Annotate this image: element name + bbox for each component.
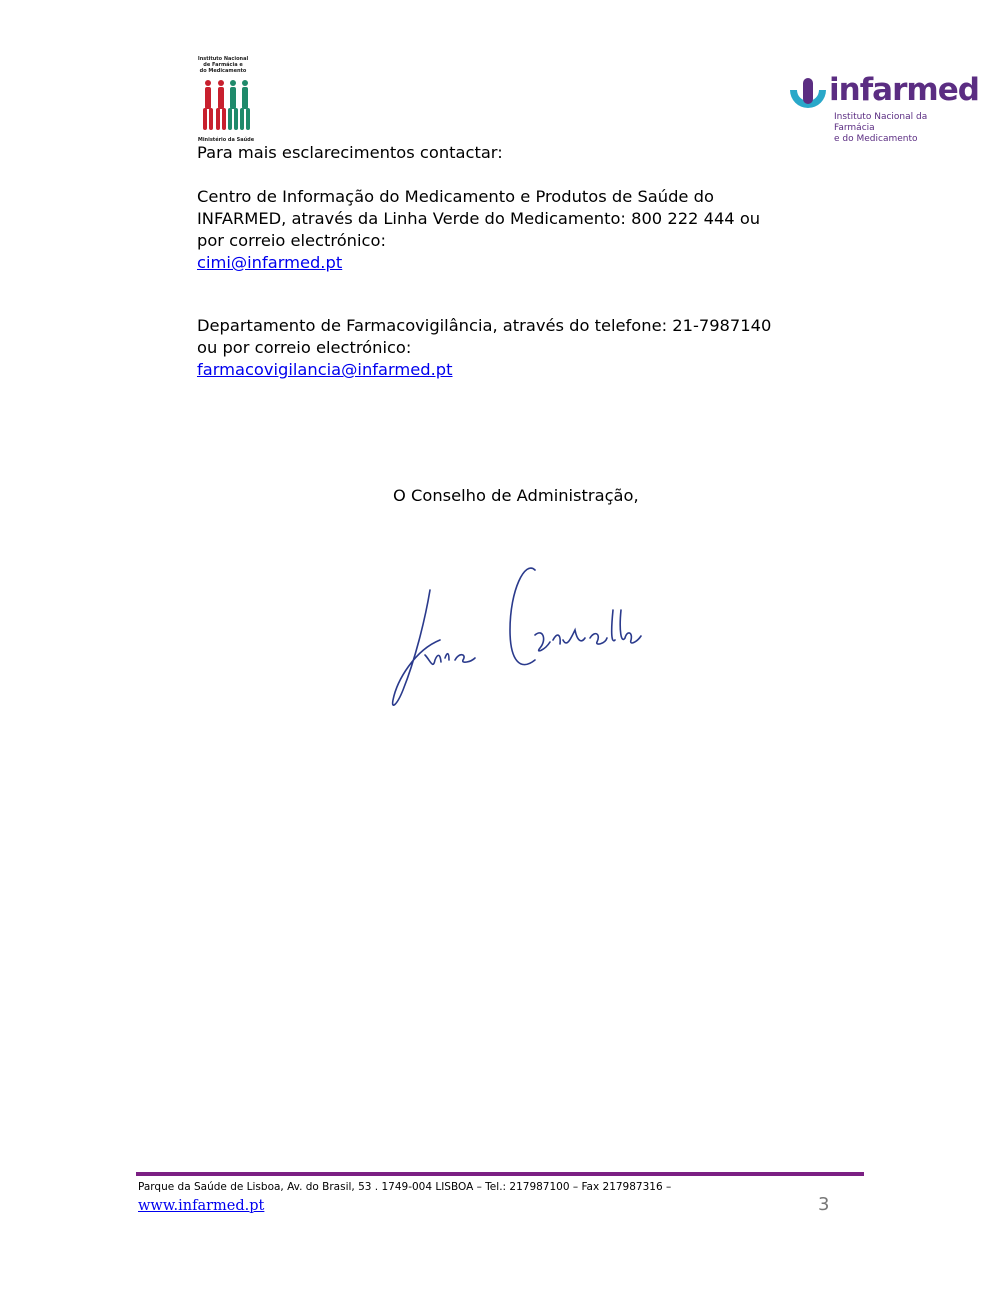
cimi-line: Centro de Informação do Medicamento e Produtos de Saúde do [197, 187, 714, 206]
page-number: 3 [818, 1194, 830, 1215]
ministry-logo [193, 56, 259, 146]
farmaco-line: Departamento de Farmacovigilância, através do telefone: 21-7987140 [197, 316, 772, 335]
footer-address: Parque da Saúde de Lisboa, Av. do Brasil, 53 . 1749-004 LISBOA – Tel.: 217987100 – Fax 217987316 – [138, 1181, 672, 1193]
cimi-email-link[interactable]: cimi@infarmed.pt [197, 253, 343, 272]
footer-website-link[interactable]: www.infarmed.pt [138, 1198, 265, 1214]
infarmed-logo [786, 72, 979, 144]
closing-text: O Conselho de Administração, [393, 486, 639, 505]
cimi-paragraph [197, 186, 760, 274]
infarmed-wordmark: infarmed [829, 72, 979, 108]
farmaco-email-link[interactable]: farmacovigilancia@infarmed.pt [197, 360, 453, 379]
cimi-line: por correio electrónico: [197, 231, 386, 250]
infarmed-subtitle [834, 112, 961, 145]
cimi-line: INFARMED, através da Linha Verde do Medicamento: 800 222 444 ou [197, 209, 761, 228]
ministry-logo-bottom-caption: Ministério da Saúde [197, 137, 255, 143]
footer-rule [136, 1172, 864, 1176]
infarmed-subtitle-line: e do Medicamento [834, 134, 918, 144]
infarmed-drop-icon [786, 76, 830, 120]
figures-icon [199, 78, 253, 134]
logo-caption-line: Instituto Nacional [197, 56, 249, 62]
farmaco-line: ou por correio electrónico: [197, 338, 412, 357]
logo-caption-line: do Medicamento [199, 68, 247, 74]
farmacovigilancia-paragraph [197, 315, 771, 381]
intro-text: Para mais esclarecimentos contactar: [197, 143, 503, 162]
signature-image [385, 560, 645, 720]
logo-caption-line: de Farmácia e [203, 62, 243, 68]
infarmed-subtitle-line: Instituto Nacional da Farmácia [834, 112, 928, 133]
ministry-logo-caption [193, 56, 253, 74]
